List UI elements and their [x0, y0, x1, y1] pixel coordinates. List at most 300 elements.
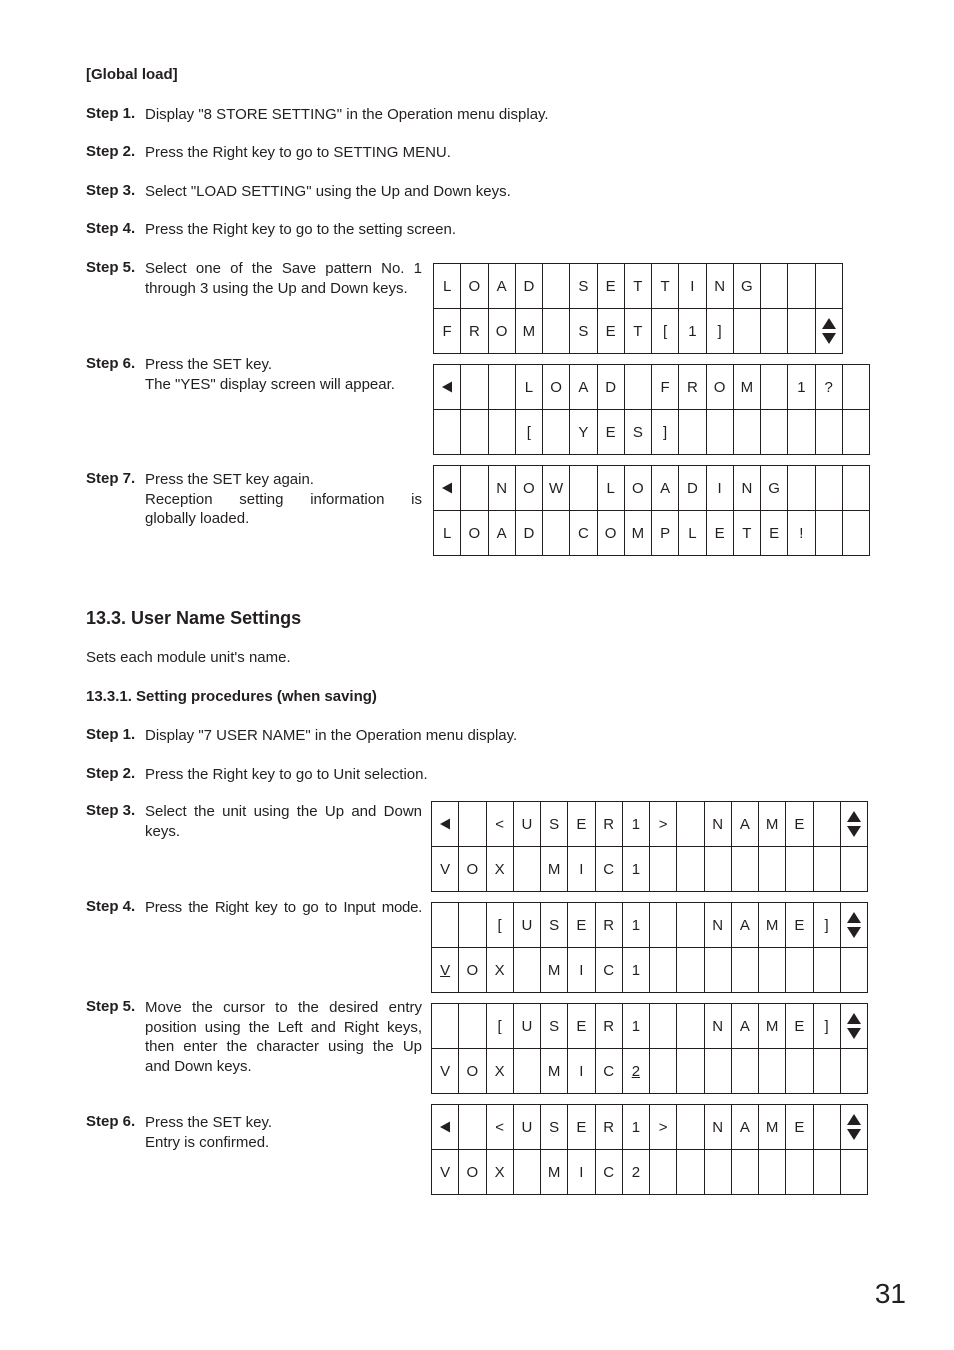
lcd-cell — [543, 410, 570, 455]
lcd-cell — [759, 948, 786, 993]
lcd-row — [432, 903, 868, 948]
lcd-cell: M — [624, 511, 651, 556]
lcd-cell: G — [761, 466, 788, 511]
lcd-cell — [488, 365, 515, 410]
lcd-cell: C — [595, 1049, 622, 1094]
page-number: 31 — [874, 1278, 906, 1309]
lcd-cell: 1 — [622, 1004, 649, 1049]
lcd-now-loading — [433, 465, 870, 556]
lcd-cell: R — [461, 309, 488, 354]
lcd-cell: S — [541, 802, 568, 847]
global-load-heading: [Global load] — [86, 66, 178, 83]
lcd-cell: S — [541, 903, 568, 948]
lcd-cell: A — [731, 802, 758, 847]
cursor-char: 2 — [631, 1062, 641, 1080]
lcd-cell — [786, 1150, 813, 1195]
lcd-cell: P — [652, 511, 679, 556]
lcd-cell — [650, 1049, 677, 1094]
lcd-cell — [813, 1105, 840, 1150]
lcd-cell: V — [432, 847, 459, 892]
lcd-cell — [434, 365, 461, 410]
lcd-cell — [677, 948, 704, 993]
step-number: Step 2. — [86, 765, 136, 782]
lcd-cell: [ — [515, 410, 542, 455]
lcd-row — [432, 802, 868, 847]
step-text-line: Entry is confirmed. — [145, 1133, 270, 1151]
lcd-cell: V — [432, 1049, 459, 1094]
lcd-cell: E — [568, 1004, 595, 1049]
lcd-cell: O — [706, 365, 733, 410]
lcd-cell: W — [543, 466, 570, 511]
step-number: Step 4. — [86, 220, 136, 237]
step-number: Step 5. — [86, 259, 136, 276]
lcd-cell: M — [541, 847, 568, 892]
step-number: Step 5. — [86, 998, 136, 1015]
lcd-cell — [461, 410, 488, 455]
lcd-cell: U — [513, 802, 540, 847]
lcd-cell — [679, 410, 706, 455]
step-number: Step 7. — [86, 470, 136, 487]
lcd-input-mode — [431, 902, 868, 993]
lcd-cell: C — [570, 511, 597, 556]
lcd-cell — [434, 410, 461, 455]
lcd-cell — [650, 1004, 677, 1049]
lcd-cell — [459, 903, 486, 948]
global-step-3 — [86, 182, 786, 202]
lcd-cell: M — [733, 365, 760, 410]
lcd-cell: M — [759, 1004, 786, 1049]
lcd-cell: E — [568, 802, 595, 847]
step-text: Press the Right key to go to Input mode. — [145, 899, 422, 916]
lcd-cell — [842, 511, 869, 556]
user-step-6 — [86, 1113, 422, 1152]
lcd-cell: A — [731, 903, 758, 948]
global-step-7 — [86, 470, 422, 529]
lcd-cell: F — [652, 365, 679, 410]
lcd-cell — [570, 466, 597, 511]
step-number: Step 3. — [86, 182, 136, 199]
lcd-cell — [759, 847, 786, 892]
lcd-cell: N — [706, 264, 733, 309]
lcd-cell — [432, 903, 459, 948]
lcd-cell — [513, 1049, 540, 1094]
lcd-cell: T — [733, 511, 760, 556]
lcd-cell: E — [568, 903, 595, 948]
lcd-row — [434, 309, 843, 354]
cursor-char: V — [440, 961, 451, 979]
lcd-cell — [813, 802, 840, 847]
step-text-line: globally loaded. — [145, 510, 250, 527]
lcd-cell: R — [679, 365, 706, 410]
lcd-cell: O — [543, 365, 570, 410]
lcd-cell: F — [434, 309, 461, 354]
lcd-cell: L — [515, 365, 542, 410]
lcd-cell — [759, 1150, 786, 1195]
lcd-cell: > — [650, 1105, 677, 1150]
step-text-line: through 3 using the Up and Down keys. — [145, 279, 408, 297]
lcd-cell — [461, 466, 488, 511]
lcd-cell: D — [515, 264, 542, 309]
global-step-4 — [86, 220, 786, 240]
lcd-cell: D — [597, 365, 624, 410]
lcd-cell — [761, 309, 788, 354]
subsection-heading: 13.3.1. Setting procedures (when saving) — [86, 688, 377, 705]
step-number: Step 3. — [86, 802, 136, 819]
lcd-cell: M — [759, 1105, 786, 1150]
lcd-cell — [813, 1150, 840, 1195]
lcd-cell: ] — [652, 410, 679, 455]
lcd-cell: < — [486, 1105, 513, 1150]
lcd-cell — [513, 1150, 540, 1195]
lcd-row — [432, 847, 868, 892]
lcd-cell — [650, 903, 677, 948]
lcd-cell: M — [759, 903, 786, 948]
lcd-cell: R — [595, 903, 622, 948]
lcd-cell: M — [541, 1049, 568, 1094]
lcd-cell: O — [461, 264, 488, 309]
lcd-cell — [840, 1105, 867, 1150]
lcd-cell: ] — [813, 903, 840, 948]
lcd-cell — [650, 847, 677, 892]
step-text: Select "LOAD SETTING" using the Up and Down keys. — [145, 183, 511, 200]
lcd-cell: R — [595, 1105, 622, 1150]
lcd-cell — [815, 309, 842, 354]
lcd-cell — [624, 365, 651, 410]
lcd-cell — [731, 1150, 758, 1195]
lcd-cell: L — [434, 511, 461, 556]
lcd-cell — [788, 410, 815, 455]
lcd-cell: 1 — [622, 847, 649, 892]
lcd-cell: [ — [652, 309, 679, 354]
lcd-cell — [786, 847, 813, 892]
step-text-line: Move the cursor to the desired entry — [145, 999, 422, 1016]
lcd-cell: M — [541, 948, 568, 993]
lcd-cell: E — [786, 1004, 813, 1049]
lcd-cell: U — [513, 903, 540, 948]
lcd-cell: I — [568, 1150, 595, 1195]
lcd-cell: A — [731, 1004, 758, 1049]
lcd-cell: T — [624, 309, 651, 354]
lcd-cell — [677, 802, 704, 847]
lcd-cell: A — [488, 264, 515, 309]
step-number: Step 4. — [86, 898, 136, 915]
lcd-cell: R — [595, 802, 622, 847]
left-arrow-icon — [440, 481, 454, 495]
lcd-cell: A — [731, 1105, 758, 1150]
lcd-cell — [543, 309, 570, 354]
lcd-cell: 2 — [622, 1150, 649, 1195]
lcd-cell: M — [515, 309, 542, 354]
lcd-cell — [842, 410, 869, 455]
lcd-cell — [432, 1004, 459, 1049]
lcd-cell: E — [597, 264, 624, 309]
lcd-cell: M — [759, 802, 786, 847]
global-step-2 — [86, 143, 786, 163]
lcd-cell — [815, 466, 842, 511]
lcd-row — [432, 1004, 868, 1049]
lcd-cell: A — [488, 511, 515, 556]
lcd-unit-selection — [431, 801, 868, 892]
lcd-cell: [ — [486, 903, 513, 948]
step-text-line: position using the Left and Right keys, — [145, 1018, 422, 1036]
lcd-cell — [459, 1105, 486, 1150]
lcd-cell: E — [597, 309, 624, 354]
step-text-line: Select one of the Save pattern No. 1 — [145, 260, 422, 277]
lcd-cell — [733, 309, 760, 354]
lcd-cell — [459, 802, 486, 847]
lcd-cell — [842, 365, 869, 410]
lcd-cell — [677, 1150, 704, 1195]
lcd-cell: E — [597, 410, 624, 455]
lcd-cell — [786, 1049, 813, 1094]
lcd-cell: O — [459, 1150, 486, 1195]
lcd-cell — [813, 948, 840, 993]
lcd-cell: O — [515, 466, 542, 511]
lcd-cell: O — [488, 309, 515, 354]
lcd-cell — [759, 1049, 786, 1094]
up-down-arrow-icon — [846, 1113, 862, 1141]
step-text: Display "8 STORE SETTING" in the Operation menu display. — [145, 106, 549, 123]
lcd-cell — [761, 410, 788, 455]
lcd-cell — [731, 847, 758, 892]
step-text-line: Press the SET key again. — [145, 471, 314, 488]
lcd-cell — [733, 410, 760, 455]
lcd-cell: ] — [813, 1004, 840, 1049]
lcd-cell — [813, 1049, 840, 1094]
step-text-line: The "YES" display screen will appear. — [145, 375, 395, 393]
global-step-6 — [86, 355, 422, 394]
up-down-arrow-icon — [846, 810, 862, 838]
lcd-cell: E — [786, 802, 813, 847]
step-text-line: and Down keys. — [145, 1057, 252, 1075]
lcd-cell: S — [570, 264, 597, 309]
step-number: Step 2. — [86, 143, 136, 160]
lcd-cell: E — [568, 1105, 595, 1150]
lcd-cell — [513, 847, 540, 892]
lcd-cell — [731, 1049, 758, 1094]
lcd-cell: [ — [486, 1004, 513, 1049]
lcd-cell — [840, 802, 867, 847]
lcd-cell: N — [488, 466, 515, 511]
lcd-entry-confirmed — [431, 1104, 868, 1195]
lcd-cell — [788, 466, 815, 511]
lcd-cell: O — [459, 948, 486, 993]
lcd-cell — [815, 264, 842, 309]
step-text: Display "7 USER NAME" in the Operation menu display. — [145, 727, 518, 744]
lcd-cell — [840, 1004, 867, 1049]
lcd-cell: S — [624, 410, 651, 455]
lcd-cell: ] — [706, 309, 733, 354]
lcd-cell: E — [786, 1105, 813, 1150]
lcd-cell — [677, 903, 704, 948]
left-arrow-icon — [438, 1120, 452, 1134]
lcd-row — [432, 1049, 868, 1094]
lcd-cell: T — [624, 264, 651, 309]
step-text-line: Press the SET key. — [145, 356, 272, 373]
lcd-cell: S — [570, 309, 597, 354]
lcd-row — [432, 1150, 868, 1195]
lcd-cell — [840, 948, 867, 993]
lcd-cell: A — [570, 365, 597, 410]
section-title: 13.3. User Name Settings — [86, 608, 302, 628]
lcd-cell: > — [650, 802, 677, 847]
lcd-cell — [650, 1150, 677, 1195]
lcd-cell: ? — [815, 365, 842, 410]
lcd-cell — [840, 847, 867, 892]
global-step-1 — [86, 105, 786, 125]
lcd-cell: D — [515, 511, 542, 556]
lcd-cell — [706, 410, 733, 455]
step-text-line: Select the unit using the Up and Down — [145, 803, 422, 820]
lcd-cell: N — [704, 1105, 731, 1150]
lcd-row — [434, 264, 843, 309]
step-text: Press the Right key to go to Unit selection. — [145, 766, 428, 783]
lcd-cell: I — [568, 1049, 595, 1094]
lcd-row — [434, 466, 870, 511]
up-down-arrow-icon — [846, 1012, 862, 1040]
lcd-cell: I — [568, 847, 595, 892]
lcd-cell: E — [706, 511, 733, 556]
lcd-cell — [704, 1150, 731, 1195]
lcd-cell — [731, 948, 758, 993]
lcd-cell — [786, 948, 813, 993]
lcd-row — [432, 948, 868, 993]
lcd-row — [434, 365, 870, 410]
step-number: Step 6. — [86, 355, 136, 372]
lcd-cursor-entry — [431, 1003, 868, 1094]
lcd-row — [434, 410, 870, 455]
lcd-cell — [788, 309, 815, 354]
lcd-cell — [461, 365, 488, 410]
lcd-cell — [432, 948, 459, 993]
lcd-cell — [543, 511, 570, 556]
lcd-cell: X — [486, 847, 513, 892]
lcd-cell: 1 — [622, 1105, 649, 1150]
lcd-cell — [704, 847, 731, 892]
lcd-cell: N — [704, 802, 731, 847]
lcd-cell: V — [432, 1150, 459, 1195]
global-step-5 — [86, 259, 422, 298]
left-arrow-icon — [438, 817, 452, 831]
lcd-cell: T — [652, 264, 679, 309]
section-intro: Sets each module unit's name. — [86, 649, 291, 666]
lcd-cell — [840, 903, 867, 948]
step-number: Step 1. — [86, 726, 136, 743]
step-text-line: Reception setting information is — [145, 490, 422, 508]
lcd-cell: N — [704, 1004, 731, 1049]
step-number: Step 1. — [86, 105, 136, 122]
step-text-line: Press the SET key. — [145, 1114, 272, 1131]
lcd-row — [434, 511, 870, 556]
lcd-cell: C — [595, 847, 622, 892]
user-step-4 — [86, 898, 422, 918]
user-step-2 — [86, 765, 786, 785]
lcd-cell: A — [652, 466, 679, 511]
lcd-cell — [840, 1049, 867, 1094]
lcd-cell — [459, 1004, 486, 1049]
lcd-cell: M — [541, 1150, 568, 1195]
lcd-cell: 1 — [679, 309, 706, 354]
lcd-cell — [704, 1049, 731, 1094]
step-text: Press the Right key to go to the setting screen. — [145, 221, 457, 238]
lcd-cell — [432, 1105, 459, 1150]
lcd-cell — [677, 1049, 704, 1094]
lcd-cell — [840, 1150, 867, 1195]
lcd-row — [432, 1105, 868, 1150]
lcd-cell: I — [679, 264, 706, 309]
lcd-cell — [815, 410, 842, 455]
step-text-line: then enter the character using the Up — [145, 1038, 422, 1055]
lcd-cell: 1 — [622, 948, 649, 993]
lcd-cell: R — [595, 1004, 622, 1049]
lcd-cell — [704, 948, 731, 993]
lcd-cell: U — [513, 1004, 540, 1049]
lcd-cell: 1 — [622, 802, 649, 847]
lcd-cell — [650, 948, 677, 993]
lcd-cell: G — [733, 264, 760, 309]
step-text: Press the Right key to go to SETTING MENU. — [145, 144, 451, 161]
up-down-arrow-icon — [846, 911, 862, 939]
lcd-load-from-yes — [433, 364, 870, 455]
lcd-cell: O — [459, 1049, 486, 1094]
lcd-cell — [488, 410, 515, 455]
lcd-cell — [434, 466, 461, 511]
lcd-cell: 1 — [788, 365, 815, 410]
lcd-cell — [543, 264, 570, 309]
lcd-cell: E — [761, 511, 788, 556]
lcd-cell: C — [595, 948, 622, 993]
lcd-cell — [761, 365, 788, 410]
lcd-cell: S — [541, 1004, 568, 1049]
step-number: Step 6. — [86, 1113, 136, 1130]
user-step-1 — [86, 726, 786, 746]
lcd-cell: N — [733, 466, 760, 511]
user-step-3 — [86, 802, 422, 841]
lcd-cell: I — [706, 466, 733, 511]
up-down-arrow-icon — [821, 317, 837, 345]
lcd-cell: Y — [570, 410, 597, 455]
lcd-cell: O — [459, 847, 486, 892]
lcd-cell: U — [513, 1105, 540, 1150]
lcd-cell — [842, 466, 869, 511]
lcd-load-setting-from — [433, 263, 843, 354]
lcd-cell — [788, 264, 815, 309]
lcd-cell: O — [461, 511, 488, 556]
lcd-cell: L — [597, 466, 624, 511]
lcd-cell: E — [786, 903, 813, 948]
lcd-cell — [677, 847, 704, 892]
lcd-cell — [677, 1004, 704, 1049]
lcd-cell: L — [434, 264, 461, 309]
lcd-cell — [813, 847, 840, 892]
lcd-cell — [815, 511, 842, 556]
lcd-cell: X — [486, 948, 513, 993]
lcd-cell: < — [486, 802, 513, 847]
lcd-cell: ! — [788, 511, 815, 556]
lcd-cell: X — [486, 1049, 513, 1094]
lcd-cell — [513, 948, 540, 993]
lcd-cell: N — [704, 903, 731, 948]
lcd-cell — [622, 1049, 649, 1094]
lcd-cell: D — [679, 466, 706, 511]
lcd-cell — [761, 264, 788, 309]
lcd-cell: C — [595, 1150, 622, 1195]
left-arrow-icon — [440, 380, 454, 394]
lcd-cell: X — [486, 1150, 513, 1195]
lcd-cell — [432, 802, 459, 847]
user-step-5 — [86, 998, 422, 1076]
lcd-cell: O — [624, 466, 651, 511]
